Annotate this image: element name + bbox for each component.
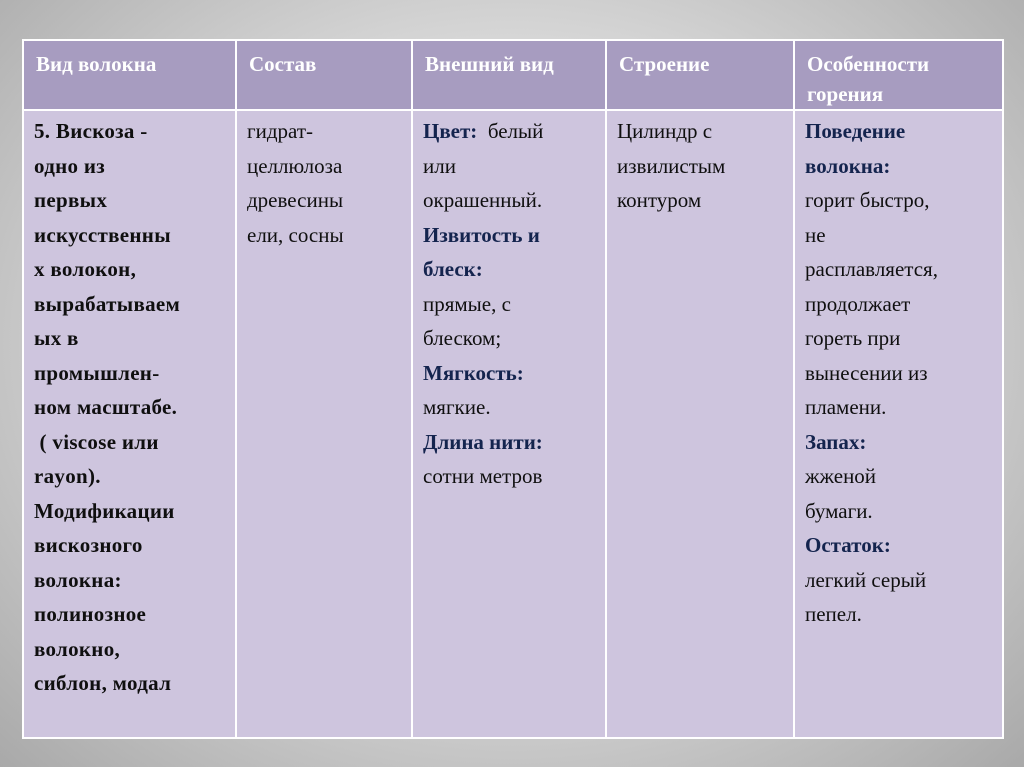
structure-line: контуром (617, 188, 702, 212)
behavior-label: Поведение (805, 119, 906, 143)
crimp-value: прямые, с (423, 291, 511, 316)
composition-line: ели, сосны (247, 222, 344, 247)
behavior-value: гореть при (805, 326, 901, 350)
color-label: Цвет: (423, 119, 478, 143)
fiber-type-line: одно из (34, 153, 106, 178)
smell-label: Запах: (805, 429, 867, 454)
color-value-line: или (423, 153, 456, 178)
header-fiber-type: Вид волокна (23, 40, 236, 110)
fiber-type-text (34, 114, 227, 701)
fiber-type-line: ( viscose или (34, 429, 159, 454)
cell-composition (236, 110, 412, 738)
behavior-value: продолжает (805, 291, 911, 316)
color-value: белый (487, 119, 544, 143)
length-label: Длина нити: (423, 429, 543, 454)
smell-value: бумаги. (805, 498, 873, 523)
softness-label: Мягкость: (423, 360, 524, 385)
composition-line: древесины (247, 188, 344, 212)
residue-value: легкий серый (805, 567, 927, 592)
color-value-line: окрашенный. (423, 188, 543, 212)
composition-text (247, 114, 403, 252)
appearance-text (423, 114, 597, 494)
residue-value: пепел. (805, 602, 862, 626)
fiber-type-line: Модификации (34, 498, 175, 523)
appearance-color-line (423, 114, 597, 149)
fiber-type-line: промышлен- (34, 360, 160, 385)
cell-fiber-type (23, 110, 236, 738)
table-row (23, 110, 1003, 738)
fiber-type-line: вырабатываем (34, 291, 181, 316)
softness-value: мягкие. (423, 395, 491, 419)
behavior-value: не (805, 222, 826, 247)
structure-line: извилистым (617, 153, 726, 178)
crimp-value: блеском; (423, 326, 502, 350)
fiber-table (22, 39, 1004, 739)
header-burning: Особенности горения (794, 40, 1003, 110)
behavior-value: вынесении из (805, 360, 928, 385)
crimp-label: блеск: (423, 257, 483, 281)
burning-text (805, 114, 994, 632)
crimp-label: Извитость и (423, 222, 540, 247)
fiber-type-line: полинозное (34, 602, 147, 626)
cell-burning (794, 110, 1003, 738)
fiber-type-line: искусственны (34, 222, 171, 247)
fiber-type-line: 5. Вискоза - (34, 119, 148, 143)
cell-structure (606, 110, 794, 738)
header-structure: Строение (606, 40, 794, 110)
header-composition: Состав (236, 40, 412, 110)
fiber-type-line: rayon). (34, 464, 101, 488)
structure-line: Цилиндр с (617, 119, 713, 143)
header-appearance: Внешний вид (412, 40, 606, 110)
composition-line: гидрат- (247, 119, 313, 143)
fiber-type-line: вискозного (34, 533, 143, 557)
fiber-type-line: волокно, (34, 636, 121, 661)
behavior-value: пламени. (805, 395, 887, 419)
fiber-type-line: сиблон, модал (34, 671, 172, 695)
header-row (23, 40, 1003, 110)
smell-value: жженой (805, 464, 877, 488)
cell-appearance (412, 110, 606, 738)
behavior-value: расплавляется, (805, 257, 938, 281)
composition-line: целлюлоза (247, 153, 343, 178)
length-value: сотни метров (423, 464, 543, 488)
fiber-type-line: волокна: (34, 567, 122, 592)
residue-label: Остаток: (805, 533, 891, 557)
fiber-type-line: х волокон, (34, 257, 137, 281)
fiber-type-line: ном масштабе. (34, 395, 178, 419)
behavior-label: волокна: (805, 153, 891, 178)
structure-text (617, 114, 785, 218)
fiber-type-line: первых (34, 188, 108, 212)
behavior-value: горит быстро, (805, 188, 930, 212)
fiber-type-line: ых в (34, 326, 79, 350)
